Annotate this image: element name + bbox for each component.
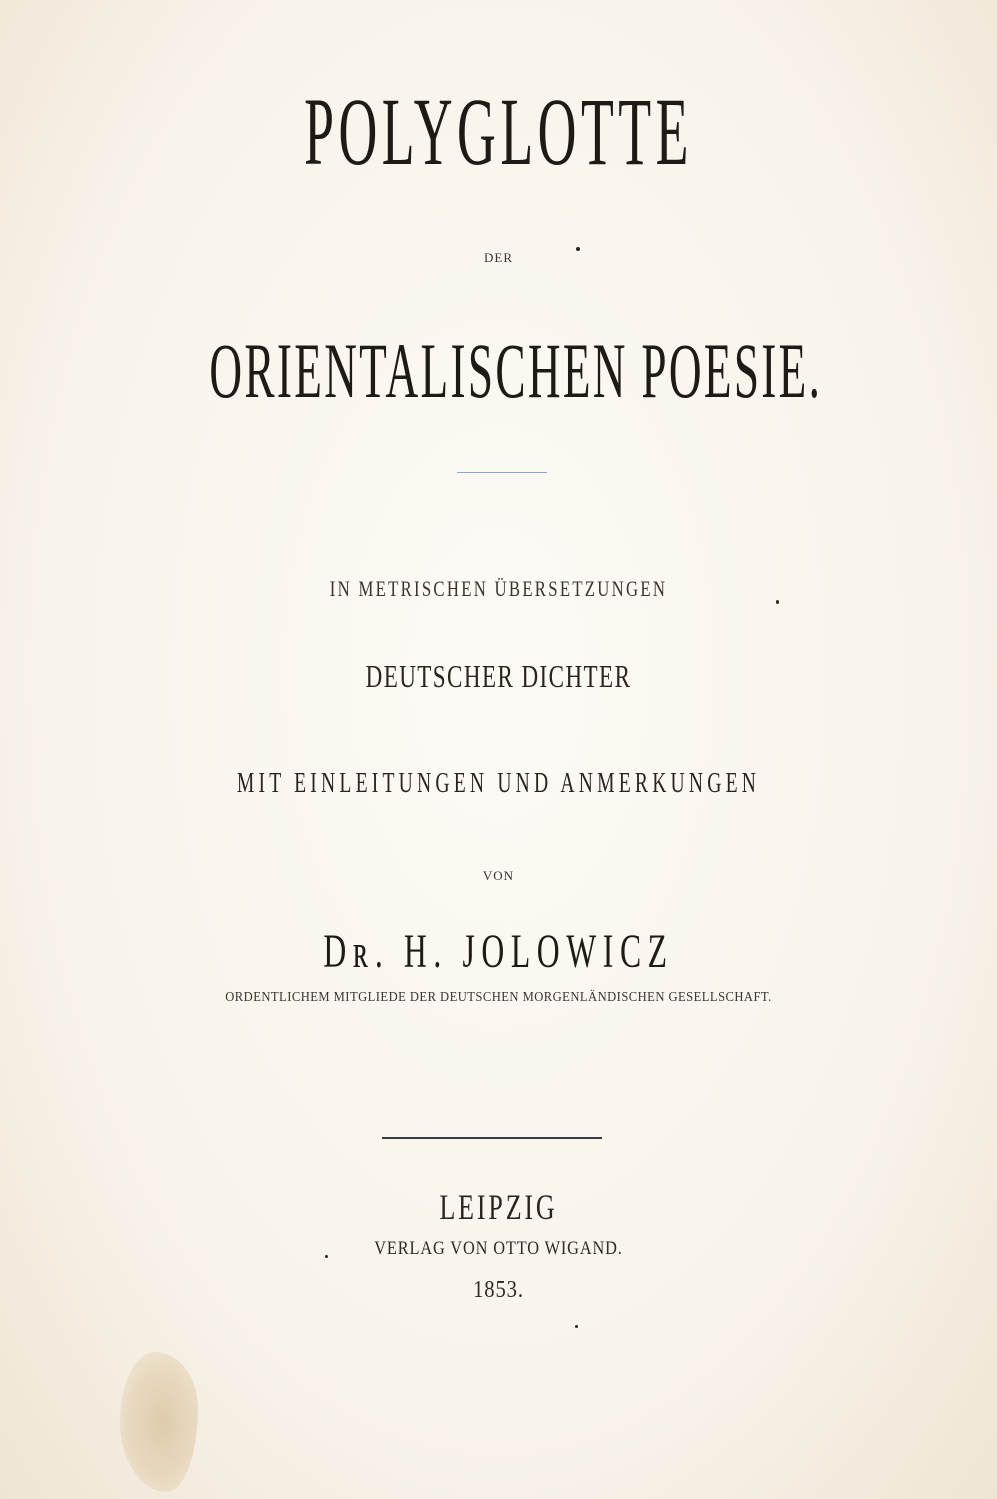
publisher: VERLAG VON OTTO WIGAND. (374, 1238, 623, 1259)
author-affiliation: ORDENTLICHEM MITGLIEDE DER DEUTSCHEN MORGENLÄNDISCHEN GESELLSCHAFT. (225, 990, 772, 1005)
by-line: VON (482, 868, 515, 883)
author-name: Dʀ. H. JOLOWICZ (323, 925, 674, 978)
notes-line: MIT EINLEITUNGEN UND ANMERKUNGEN (236, 768, 761, 799)
translations-line: IN METRISCHEN ÜBERSETZUNGEN (329, 576, 668, 601)
short-divider (457, 472, 547, 473)
long-divider (382, 1137, 602, 1139)
poets-line: DEUTSCHER DICHTER (365, 658, 632, 694)
ink-speck (575, 1325, 578, 1328)
publication-place: LEIPZIG (439, 1187, 558, 1227)
book-title: POLYGLOTTE (304, 78, 693, 185)
publication-year: 1853. (473, 1277, 524, 1303)
title-connector: DER (484, 250, 513, 265)
water-stain (120, 1352, 198, 1492)
book-subtitle: ORIENTALISCHEN POESIE. (209, 327, 823, 414)
